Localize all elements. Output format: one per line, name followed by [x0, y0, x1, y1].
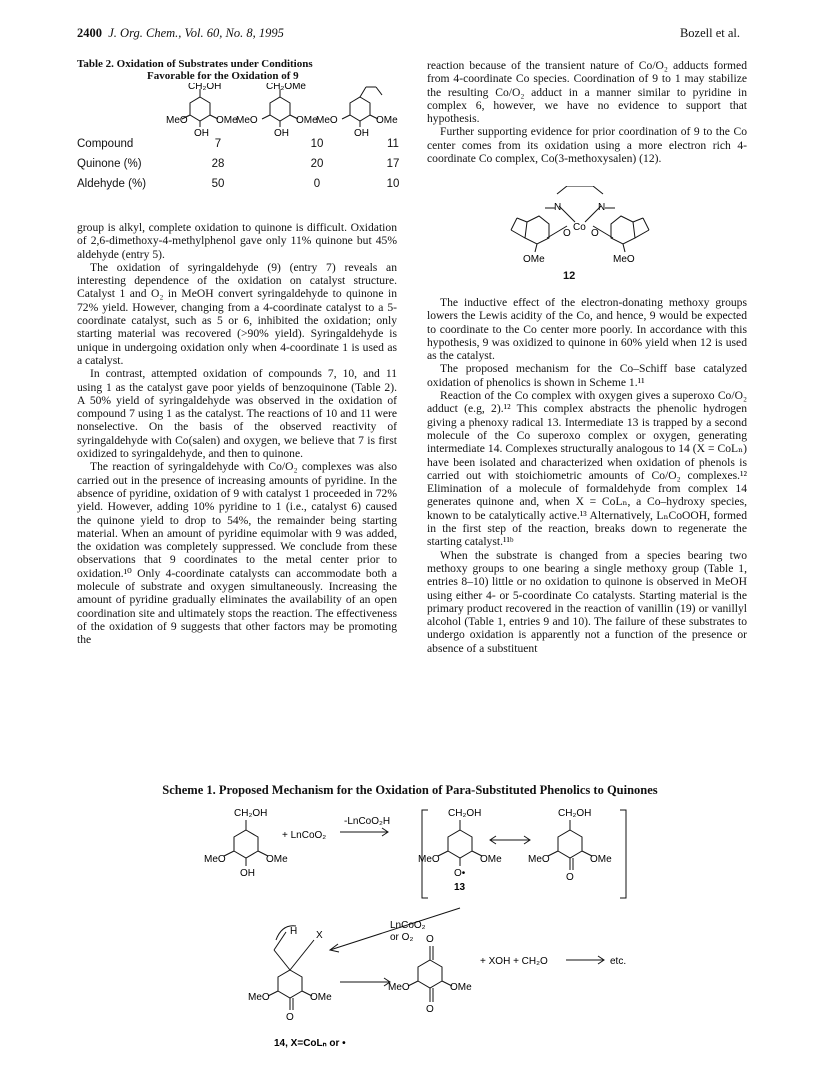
- s1-ch2oh: CH₂OH: [188, 83, 222, 92]
- compound-12-label: 12: [563, 270, 576, 282]
- paragraph: reaction because of the transient nature of Co/O₂ adducts formed from 4-coordinate Co species. Coordination of 9 to 1 may stabilize the resulting Co/O₂ adduct in a manner similar to pyridine in complex 6, however, we have no evidence to support that hypothesis.: [427, 59, 747, 126]
- svg-text:O: O: [426, 934, 434, 945]
- table2-caption-line2: Favorable for the Oxidation of 9: [147, 70, 299, 82]
- svg-text:OMe: OMe: [480, 854, 502, 865]
- svg-text:O: O: [426, 1004, 434, 1015]
- svg-text:OMe: OMe: [310, 992, 332, 1003]
- scheme1-diagram: [190, 800, 730, 1067]
- paragraph: The inductive effect of the electron-donating methoxy groups lowers the Lewis acidity of the Co, and hence, 9 would be expected to coordinate to the Co center more poorly. In accordance with this hypothesis, 9 was oxidized to quinone in 60% yield when 12 is used as the catalyst.: [427, 296, 747, 363]
- table-row: Quinone (%) 28 20 17: [77, 158, 400, 170]
- svg-text:MeO: MeO: [528, 854, 550, 865]
- paragraph: Reaction of the Co complex with oxygen gives a superoxo Co/O₂ adduct (e.g, 2).¹² This complex abstracts the phenolic hydrogen giving a phenoxy radical 13. Intermediate 13 is trapped by a second molecule of the Co superoxo complex or oxygen, generating intermediate 14. Complexes structurally analogous to 14 (X = CoLₙ) have been isolated and characterized when oxidation of phenols is carried out with stoichiometric amounts of Co/O₂ complexes.¹² Elimination of a molecule of formaldehyde from complex 14 generates quinone and, when X = CoLₙ, a Co–hydroxy species, known to be catalytically active.¹³ Alternatively, LₙCoOOH, formed in the first step of the reaction, breaks down to regenerate the starting catalyst.¹¹ᵇ: [427, 389, 747, 549]
- svg-text:14, X=CoLₙ or •: 14, X=CoLₙ or •: [274, 1038, 346, 1049]
- svg-text:etc.: etc.: [610, 956, 627, 967]
- svg-text:CH₂OMe: CH₂OMe: [266, 83, 306, 92]
- compound-12-structure: [505, 186, 655, 273]
- svg-text:MeO: MeO: [388, 982, 410, 993]
- svg-text:or O₂: or O₂: [390, 932, 414, 943]
- running-header-authors: Bozell et al.: [679, 26, 740, 40]
- svg-text:MeO: MeO: [248, 992, 270, 1003]
- svg-text:MeO: MeO: [236, 115, 258, 126]
- svg-text:CH₂OH: CH₂OH: [234, 808, 268, 819]
- svg-text:OH: OH: [354, 128, 369, 139]
- svg-text:+ LnCoO₂: + LnCoO₂: [282, 830, 327, 841]
- svg-text:O•: O•: [454, 868, 466, 879]
- scheme1-caption: Scheme 1. Proposed Mechanism for the Oxidation of Para-Substituted Phenolics to Quinones: [162, 783, 658, 797]
- svg-text:N: N: [554, 202, 562, 213]
- svg-text:OMe: OMe: [266, 854, 288, 865]
- svg-text:+ XOH + CH₂O: + XOH + CH₂O: [480, 956, 548, 967]
- svg-text:MeO: MeO: [418, 854, 440, 865]
- table-row: Compound 7 10 11: [77, 138, 399, 150]
- table2-structures: [130, 83, 400, 144]
- svg-text:MeO: MeO: [166, 115, 188, 126]
- paragraph: The proposed mechanism for the Co–Schiff base catalyzed oxidation of phenolics is shown in Scheme 1.¹¹: [427, 362, 747, 389]
- table-row: Aldehyde (%) 50 0 10: [77, 178, 400, 190]
- running-header-left: [77, 26, 284, 41]
- right-column-text-top: [427, 59, 747, 165]
- table2-caption-line1: Table 2. Oxidation of Substrates under Conditions: [77, 58, 313, 70]
- svg-text:CH₂OH: CH₂OH: [448, 808, 482, 819]
- paragraph: When the substrate is changed from a species bearing two methoxy groups to one bearing a single methoxy group (Table 1, entries 8–10) little or no oxidation to quinone is observed in MeOH using either 4- or 5-coordinate Co catalysts. Starting material is the primary product recovered in the reaction of vanillin (19) or vanillyl alcohol (Table 1, entries 9 and 10). The failure of these substrates to undergo oxidation is apparently not a function of the presence or absence of a substituent: [427, 548, 747, 655]
- paragraph: Further supporting evidence for prior coordination of 9 to the Co center comes from its oxidation using a more electron rich 4-coordinate Co complex, Co(3-methoxysalen) (12).: [427, 125, 747, 166]
- svg-text:CH₂OH: CH₂OH: [558, 808, 592, 819]
- svg-text:OH: OH: [194, 128, 209, 139]
- svg-text:LnCoO₂: LnCoO₂: [390, 920, 426, 931]
- svg-text:OMe: OMe: [376, 115, 398, 126]
- left-column-text: [77, 221, 397, 647]
- paragraph: The oxidation of syringaldehyde (9) (entry 7) reveals an interesting dependence of the oxidation on catalyst structure. Catalyst 1 and O₂ in MeOH convert syringaldehyde to quinone in 72% yield. However, changing from a 4-coordinate catalyst to a 5-coordinate catalyst, such as 5 or 6, inhibited the oxidation; only starting material was recovered (>90% yield). Syringaldehyde is unique in undergoing oxidation only when 4-coordinate 1 is used as a catalyst.: [77, 260, 397, 367]
- svg-text:X: X: [316, 930, 323, 941]
- svg-text:13: 13: [454, 882, 466, 893]
- svg-text:H: H: [290, 926, 298, 937]
- svg-text:OH: OH: [240, 868, 255, 879]
- svg-text:O: O: [286, 1012, 294, 1023]
- svg-text:OMe: OMe: [296, 115, 318, 126]
- page-number: 2400: [77, 26, 102, 40]
- svg-text:OMe: OMe: [450, 982, 472, 993]
- svg-text:OH: OH: [274, 128, 289, 139]
- svg-text:Co: Co: [573, 222, 586, 233]
- svg-text:MeO: MeO: [204, 854, 226, 865]
- svg-text:OMe: OMe: [590, 854, 612, 865]
- svg-text:OMe: OMe: [523, 254, 545, 265]
- table2: [77, 138, 400, 198]
- svg-text:MeO: MeO: [613, 254, 635, 265]
- journal-citation: J. Org. Chem., Vol. 60, No. 8, 1995: [108, 26, 284, 40]
- svg-text:N: N: [598, 202, 606, 213]
- svg-text:O: O: [591, 228, 599, 239]
- svg-text:O: O: [563, 228, 571, 239]
- paragraph: The reaction of syringaldehyde with Co/O₂ complexes was also carried out in the presence of increasing amounts of pyridine. In the absence of pyridine, oxidation of 9 with catalyst 1 proceeded in 72% yield. However, adding 10% pyridine to 1 (i.e., catalyst 6) caused the quinone yield to drop to 54%, the remainder being starting material. When an amount of pyridine equimolar with 9 was added, the oxidation was completely suppressed. We conclude from these observations that 9 coordinates to the metal center prior to oxidation.¹⁰ Only 4-coordinate catalysts can accommodate both a molecule of substrate and oxygen simultaneously. Increasing the amount of pyridine gradually eliminates the availability of an open coordination site and ultimately stops the reaction. The effectiveness of the oxidation of 9 suggests that other factors may be promoting the: [77, 460, 397, 647]
- table2-caption: [77, 58, 397, 82]
- paragraph: In contrast, attempted oxidation of compounds 7, 10, and 11 using 1 as the catalyst gave poor yields of benzoquinone (Table 2). A 50% yield of syringaldehyde was observed in the oxidation of compound 7 using 1 as the catalyst. The reactions of 10 and 11 were nonselective. On the basis of the observed reactivity of syringaldehyde with Co(salen) and oxygen, we believe that 7 is first oxidized to syringaldehyde, and then to quinone.: [77, 367, 397, 461]
- right-column-text-bottom: [427, 296, 747, 655]
- svg-text:MeO: MeO: [316, 115, 338, 126]
- svg-text:-LnCoO₂H: -LnCoO₂H: [344, 816, 391, 827]
- svg-text:OMe: OMe: [216, 115, 238, 126]
- svg-text:O: O: [566, 872, 574, 883]
- paragraph: group is alkyl, complete oxidation to quinone is difficult. Oxidation of 2,6-dimethoxy-4-methylphenol gave only 11% quinone but 45% aldehyde (entry 5).: [77, 221, 397, 261]
